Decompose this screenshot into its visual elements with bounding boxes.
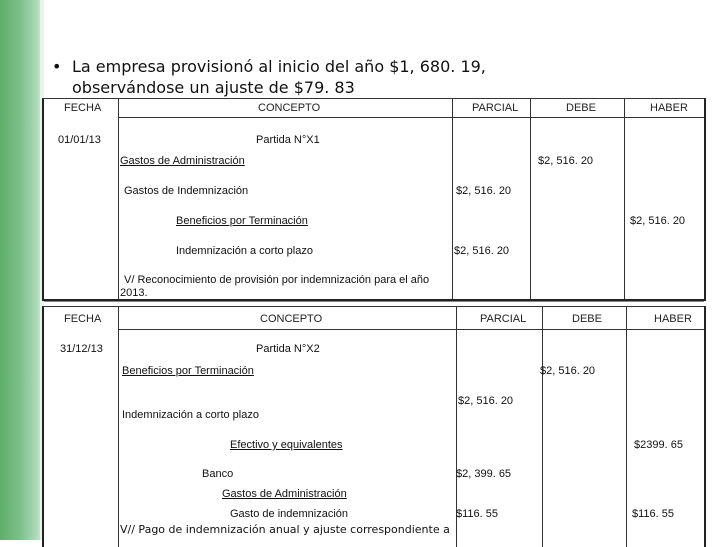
header-parcial: PARCIAL	[472, 102, 519, 114]
table1-divider	[118, 99, 119, 299]
subaccount-indemnizacion-corto-plazo: Indemnización a corto plazo	[122, 409, 259, 421]
header-concepto: CONCEPTO	[260, 313, 323, 325]
table2-divider	[118, 307, 119, 547]
slide-heading	[52, 56, 692, 98]
haber-amount: $2399. 65	[634, 439, 683, 451]
entry-partida: Partida N°X1	[256, 134, 320, 146]
table1-divider	[624, 99, 625, 299]
parcial-amount: $2, 516. 20	[458, 395, 514, 407]
subaccount-gastos-indemnizacion: Gastos de Indemnización	[124, 185, 249, 197]
table2-divider	[626, 307, 627, 547]
table2-header-rule	[119, 329, 704, 330]
account-gastos-administracion: Gastos de Administración	[222, 488, 347, 500]
header-parcial: PARCIAL	[480, 313, 527, 325]
account-gastos-administracion: Gastos de Administración	[120, 155, 245, 167]
bullet-point: •	[52, 57, 62, 76]
subaccount-banco: Banco	[202, 468, 234, 480]
subaccount-gasto-indemnizacion: Gasto de indemnización	[230, 508, 349, 520]
parcial-amount: $2, 516. 20	[454, 245, 510, 257]
subaccount-indemnizacion-corto-plazo: Indemnización a corto plazo	[176, 245, 313, 257]
haber-amount: $2, 516. 20	[630, 215, 686, 227]
entry-date: 31/12/13	[60, 343, 103, 355]
header-haber: HABER	[650, 102, 688, 114]
account-beneficios-terminacion: Beneficios por Terminación	[176, 215, 308, 227]
header-fecha: FECHA	[64, 313, 102, 325]
debe-amount: $2, 516. 20	[540, 365, 596, 377]
table1-divider	[530, 99, 531, 299]
table2-divider	[542, 307, 543, 547]
entry-note-line-2: 2013.	[120, 287, 148, 299]
parcial-amount: $2, 399. 65	[456, 468, 512, 480]
parcial-amount: $116. 55	[456, 508, 499, 520]
entry-partida: Partida N°X2	[256, 343, 320, 355]
haber-amount: $116. 55	[632, 508, 675, 520]
header-concepto: CONCEPTO	[258, 102, 321, 114]
header-fecha: FECHA	[64, 102, 102, 114]
decorative-sidebar	[0, 0, 44, 540]
entry-note-line-1: V// Pago de indemnización anual y ajuste correspondiente a	[120, 523, 450, 536]
header-debe: DEBE	[566, 102, 596, 114]
account-beneficios-terminacion: Beneficios por Terminación	[122, 365, 254, 377]
table1-header-rule	[119, 117, 704, 118]
parcial-amount: $2, 516. 20	[456, 185, 512, 197]
journal-table-2	[42, 306, 706, 547]
header-haber: HABER	[654, 313, 692, 325]
heading-line-2: observándose un ajuste de $79. 83	[72, 78, 355, 97]
entry-date: 01/01/13	[58, 134, 101, 146]
table1-divider	[452, 99, 453, 299]
journal-table-1	[42, 98, 706, 301]
header-debe: DEBE	[572, 313, 602, 325]
heading-line-1: La empresa provisionó al inicio del año $1, 680. 19,	[72, 57, 486, 76]
account-efectivo-equivalentes: Efectivo y equivalentes	[230, 439, 343, 451]
debe-amount: $2, 516. 20	[538, 155, 594, 167]
entry-note-line-1: V/ Reconocimiento de provisión por indemnización para el año	[124, 274, 430, 286]
